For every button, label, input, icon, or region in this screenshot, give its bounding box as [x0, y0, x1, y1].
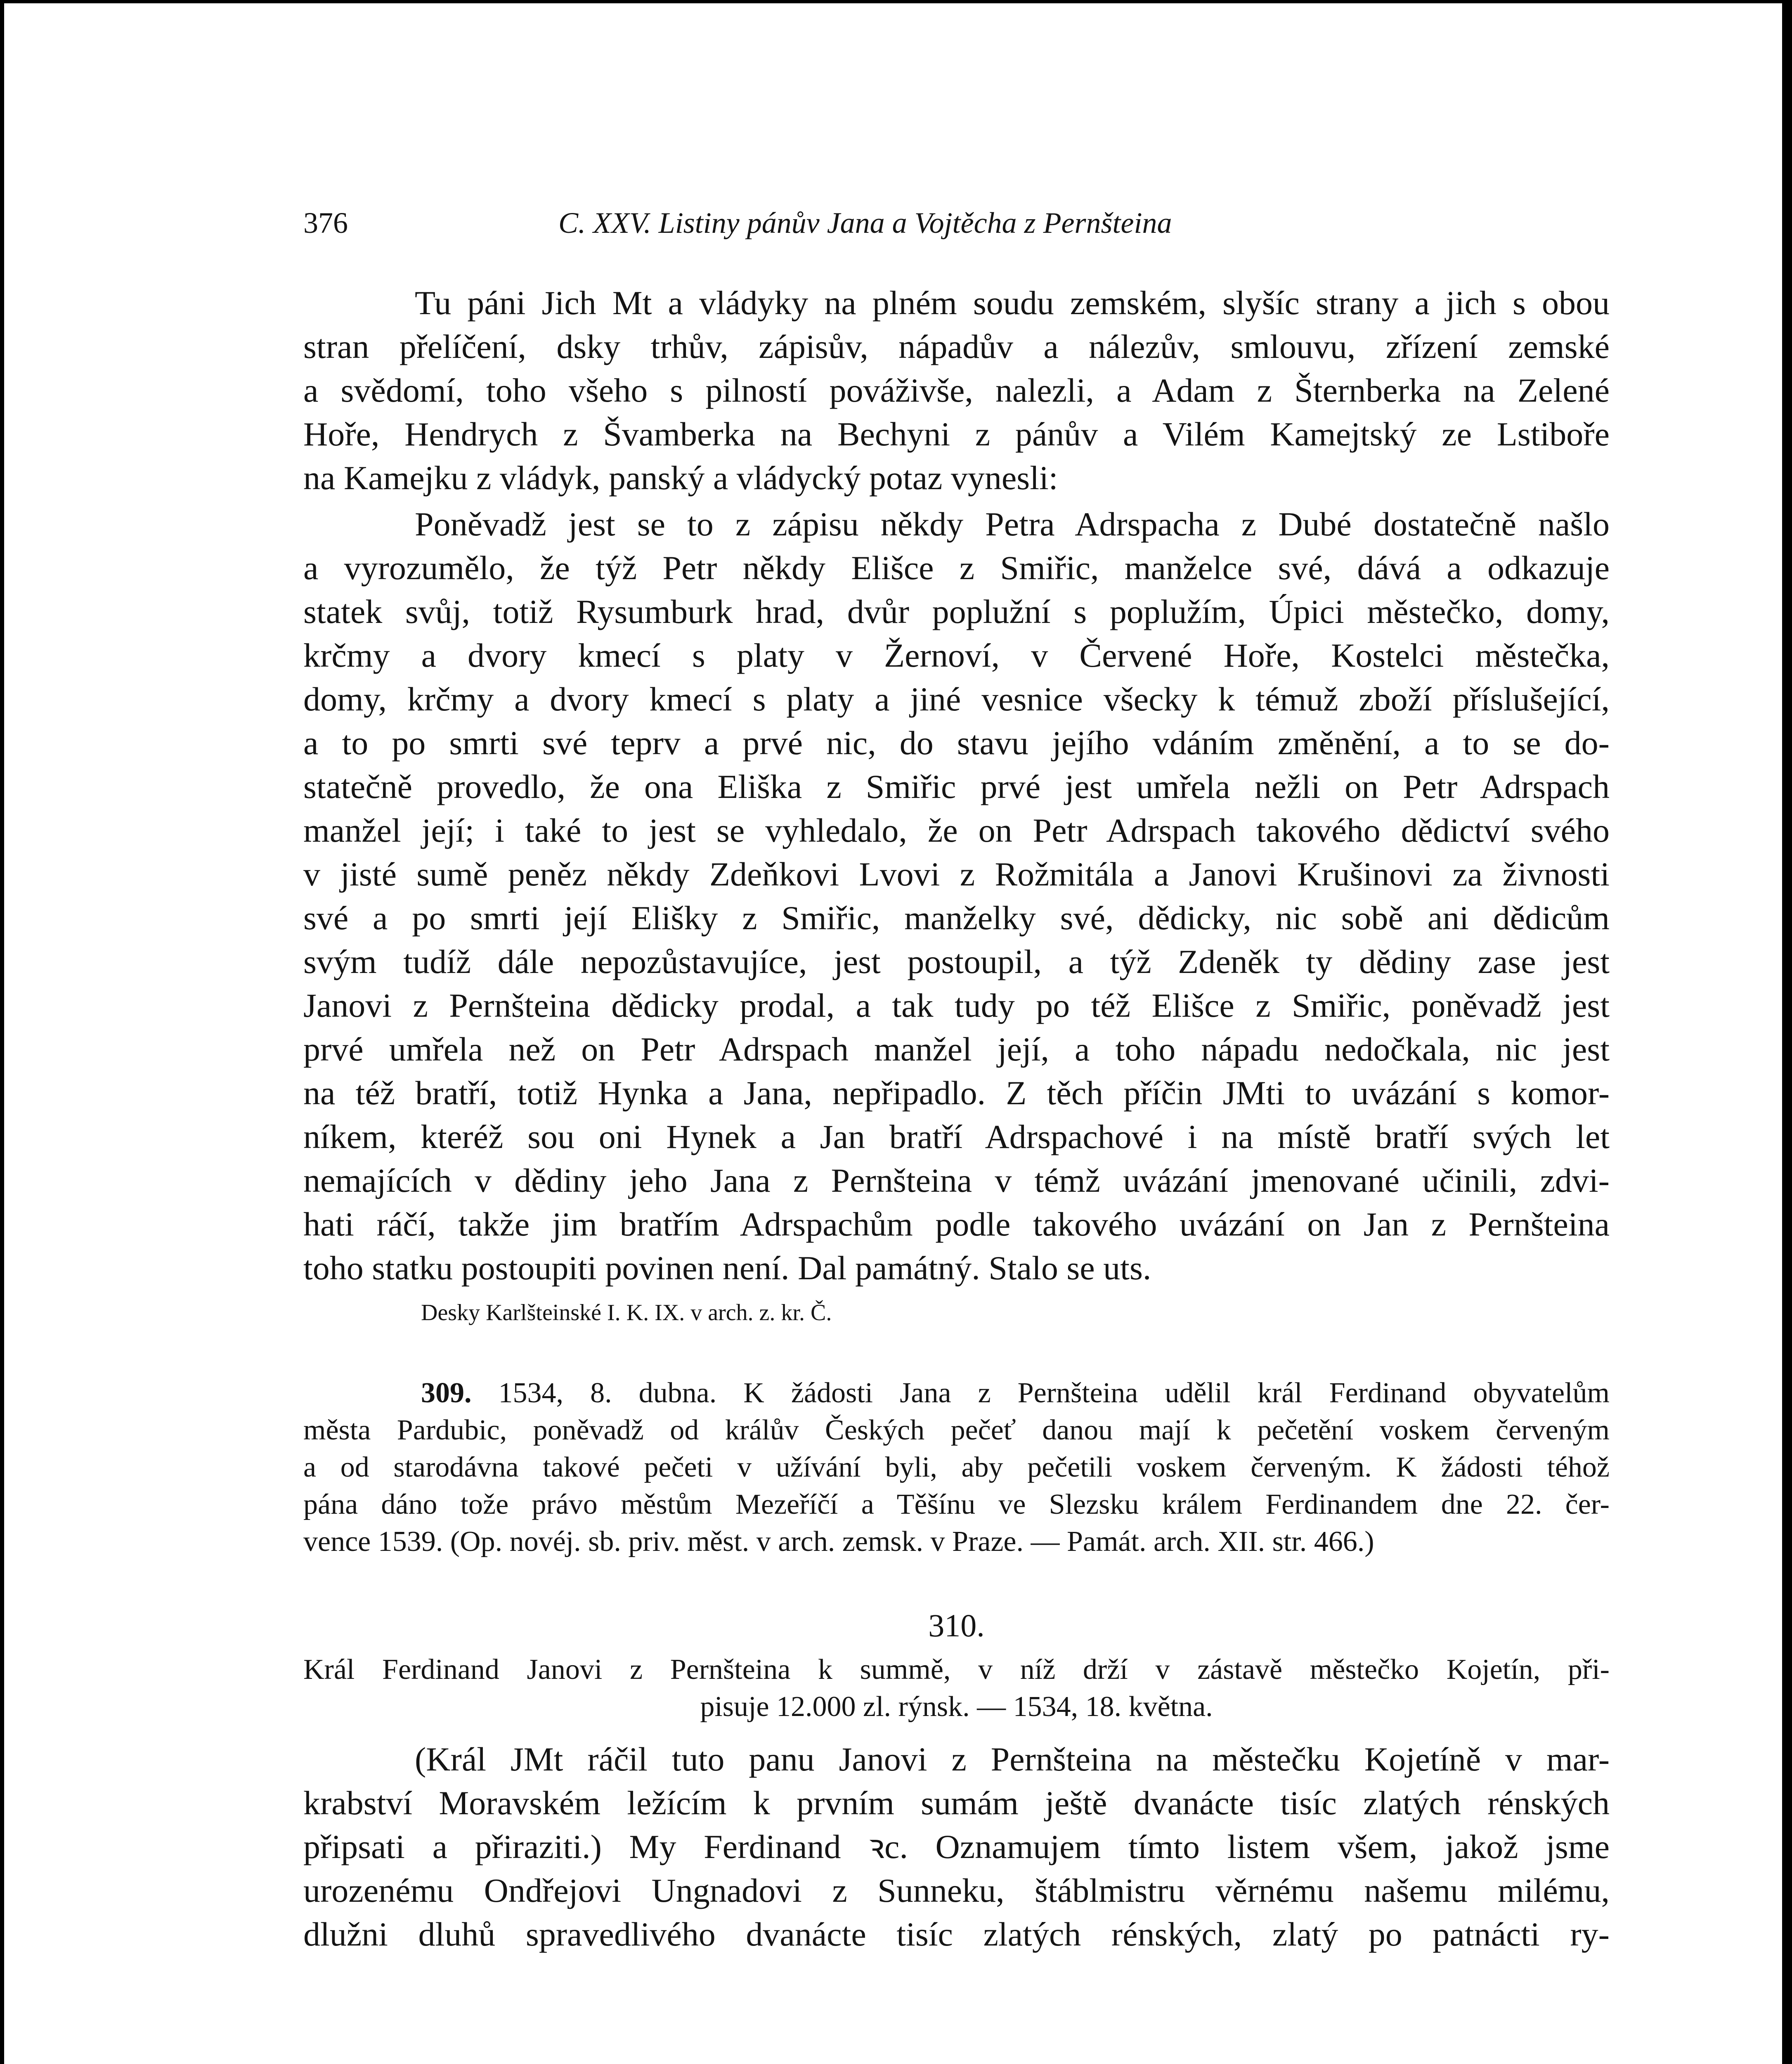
- text-line: statek svůj, totiž Rysumburk hrad, dvůr poplužní s poplužím, Úpici městečko, domy,: [303, 593, 1610, 630]
- text-line: domy, krčmy a dvory kmecí s platy a jiné vesnice všecky k témuž zboží příslušející,: [303, 680, 1610, 718]
- text-line: své a po smrti její Elišky z Smiřic, manželky své, dědicky, nic sobě ani dědicům: [303, 899, 1610, 937]
- entry-text: 1534, 8. dubna. K žádosti Jana z Pernšteina udělil král Ferdinand obyvatelům: [498, 1377, 1610, 1409]
- text-line: v jisté sumě peněz někdy Zdeňkovi Lvovi z Rožmitála a Janovi Krušinovi za živnosti: [303, 855, 1610, 893]
- text-line: krabství Moravském ležícím k prvním sumám ještě dvanácte tisíc zlatých rénských: [303, 1784, 1610, 1822]
- text-line: svým tudíž dále nepozůstavujíce, jest postoupil, a týž Zdeněk ty dědiny zase jest: [303, 943, 1610, 980]
- text-line: Poněvadž jest se to z zápisu někdy Petra Adrspacha z Dubé dostatečně našlo: [415, 505, 1610, 543]
- text-line: urozenému Ondřejovi Ungnadovi z Sunneku, štáblmistru věrnému našemu milému,: [303, 1872, 1610, 1909]
- running-title: C. XXV. Listiny pánův Jana a Vojtěcha z Pernšteina: [558, 206, 1172, 239]
- running-header: [303, 202, 1610, 244]
- text-line: (Král JMt ráčil tuto panu Janovi z Pernšteina na městečku Kojetíně v mar-: [415, 1740, 1610, 1778]
- text-line: Tu páni Jich Mt a vládyky na plném soudu zemském, slyšíc strany a jich s obou: [415, 284, 1610, 322]
- text-line: níkem, kteréž sou oni Hynek a Jan bratří Adrspachové i na místě bratří svých let: [303, 1118, 1610, 1155]
- text-line: toho statku postoupiti povinen není. Dal památný. Stalo se uts.: [303, 1249, 1151, 1287]
- text-line: statečně provedlo, že ona Eliška z Smiřic prvé jest umřela nežli on Petr Adrspach: [303, 768, 1610, 805]
- source-citation: Desky Karlšteinské I. K. IX. v arch. z. kr. Č.: [421, 1300, 832, 1326]
- text-line: manžel její; i také to jest se vyhledalo, že on Petr Adrspach takového dědictví svého: [303, 812, 1610, 849]
- text-line: stran přelíčení, dsky trhův, zápisův, nápadův a nálezův, smlouvu, zřízení zemské: [303, 328, 1610, 365]
- text-line: Hoře, Hendrych z Švamberka na Bechyni z pánův a Vilém Kamejtský ze Lstiboře: [303, 415, 1610, 453]
- page-number: 376: [303, 206, 348, 239]
- text-line: dlužni dluhů spravedlivého dvanácte tisíc zlatých rénských, zlatý po patnácti ry-: [303, 1915, 1610, 1953]
- text-line: na Kamejku z vládyk, panský a vládycký potaz vynesli:: [303, 459, 1058, 497]
- text-line: hati ráčí, takže jim bratřím Adrspachům podle takového uvázání on Jan z Pernšteina: [303, 1205, 1610, 1243]
- text-line: krčmy a dvory kmecí s platy v Žernoví, v Červené Hoře, Kostelci městečka,: [303, 637, 1610, 674]
- text-line: pána dáno tože právo městům Mezeříčí a Těšínu ve Slezsku králem Ferdinandem dne 22. čer-: [303, 1489, 1610, 1520]
- text-line: a od starodávna takové pečeti v užívání byli, aby pečetili voskem červeným. K žádosti téhož: [303, 1451, 1610, 1483]
- text-line: a svědomí, toho všeho s pilností pováživše, nalezli, a Adam z Šternberka na Zelené: [303, 372, 1610, 409]
- text-line: nemajících v dědiny jeho Jana z Pernšteina v témž uvázání jmenované učinili, zdvi-: [303, 1162, 1610, 1199]
- heading-line: pisuje 12.000 zl. rýnsk. — 1534, 18. května.: [700, 1691, 1213, 1723]
- text-line: vence 1539. (Op. novéj. sb. priv. měst. v arch. zemsk. v Praze. — Památ. arch. XII. str. 466.): [303, 1526, 1374, 1557]
- text-line: města Pardubic, poněvadž od králův Českých pečeť danou mají k pečetění voskem červeným: [303, 1414, 1610, 1446]
- heading-line: Král Ferdinand Janovi z Pernšteina k summě, v níž drží v zástavě městečko Kojetín, při-: [303, 1654, 1610, 1685]
- text-line: Janovi z Pernšteina dědicky prodal, a tak tudy po též Elišce z Smiřic, poněvadž jest: [303, 987, 1610, 1024]
- entry-309-first-line: [421, 1375, 1610, 1412]
- text-line: na též bratří, totiž Hynka a Jana, nepřipadlo. Z těch příčin JMti to uvázání s komor-: [303, 1074, 1610, 1112]
- text-line: a vyrozumělo, že týž Petr někdy Elišce z Smiřic, manželce své, dává a odkazuje: [303, 549, 1610, 587]
- text-line: prvé umřela než on Petr Adrspach manžel její, a toho nápadu nedočkala, nic jest: [303, 1030, 1610, 1068]
- text-line: a to po smrti své teprv a prvé nic, do stavu jejího vdáním změnění, a to se do-: [303, 724, 1610, 762]
- text-line: připsati a přiraziti.) My Ferdinand ꝛc. Oznamujem tímto listem všem, jakož jsme: [303, 1828, 1610, 1865]
- entry-310-number: 310.: [928, 1607, 985, 1643]
- entry-number: 309.: [421, 1377, 472, 1409]
